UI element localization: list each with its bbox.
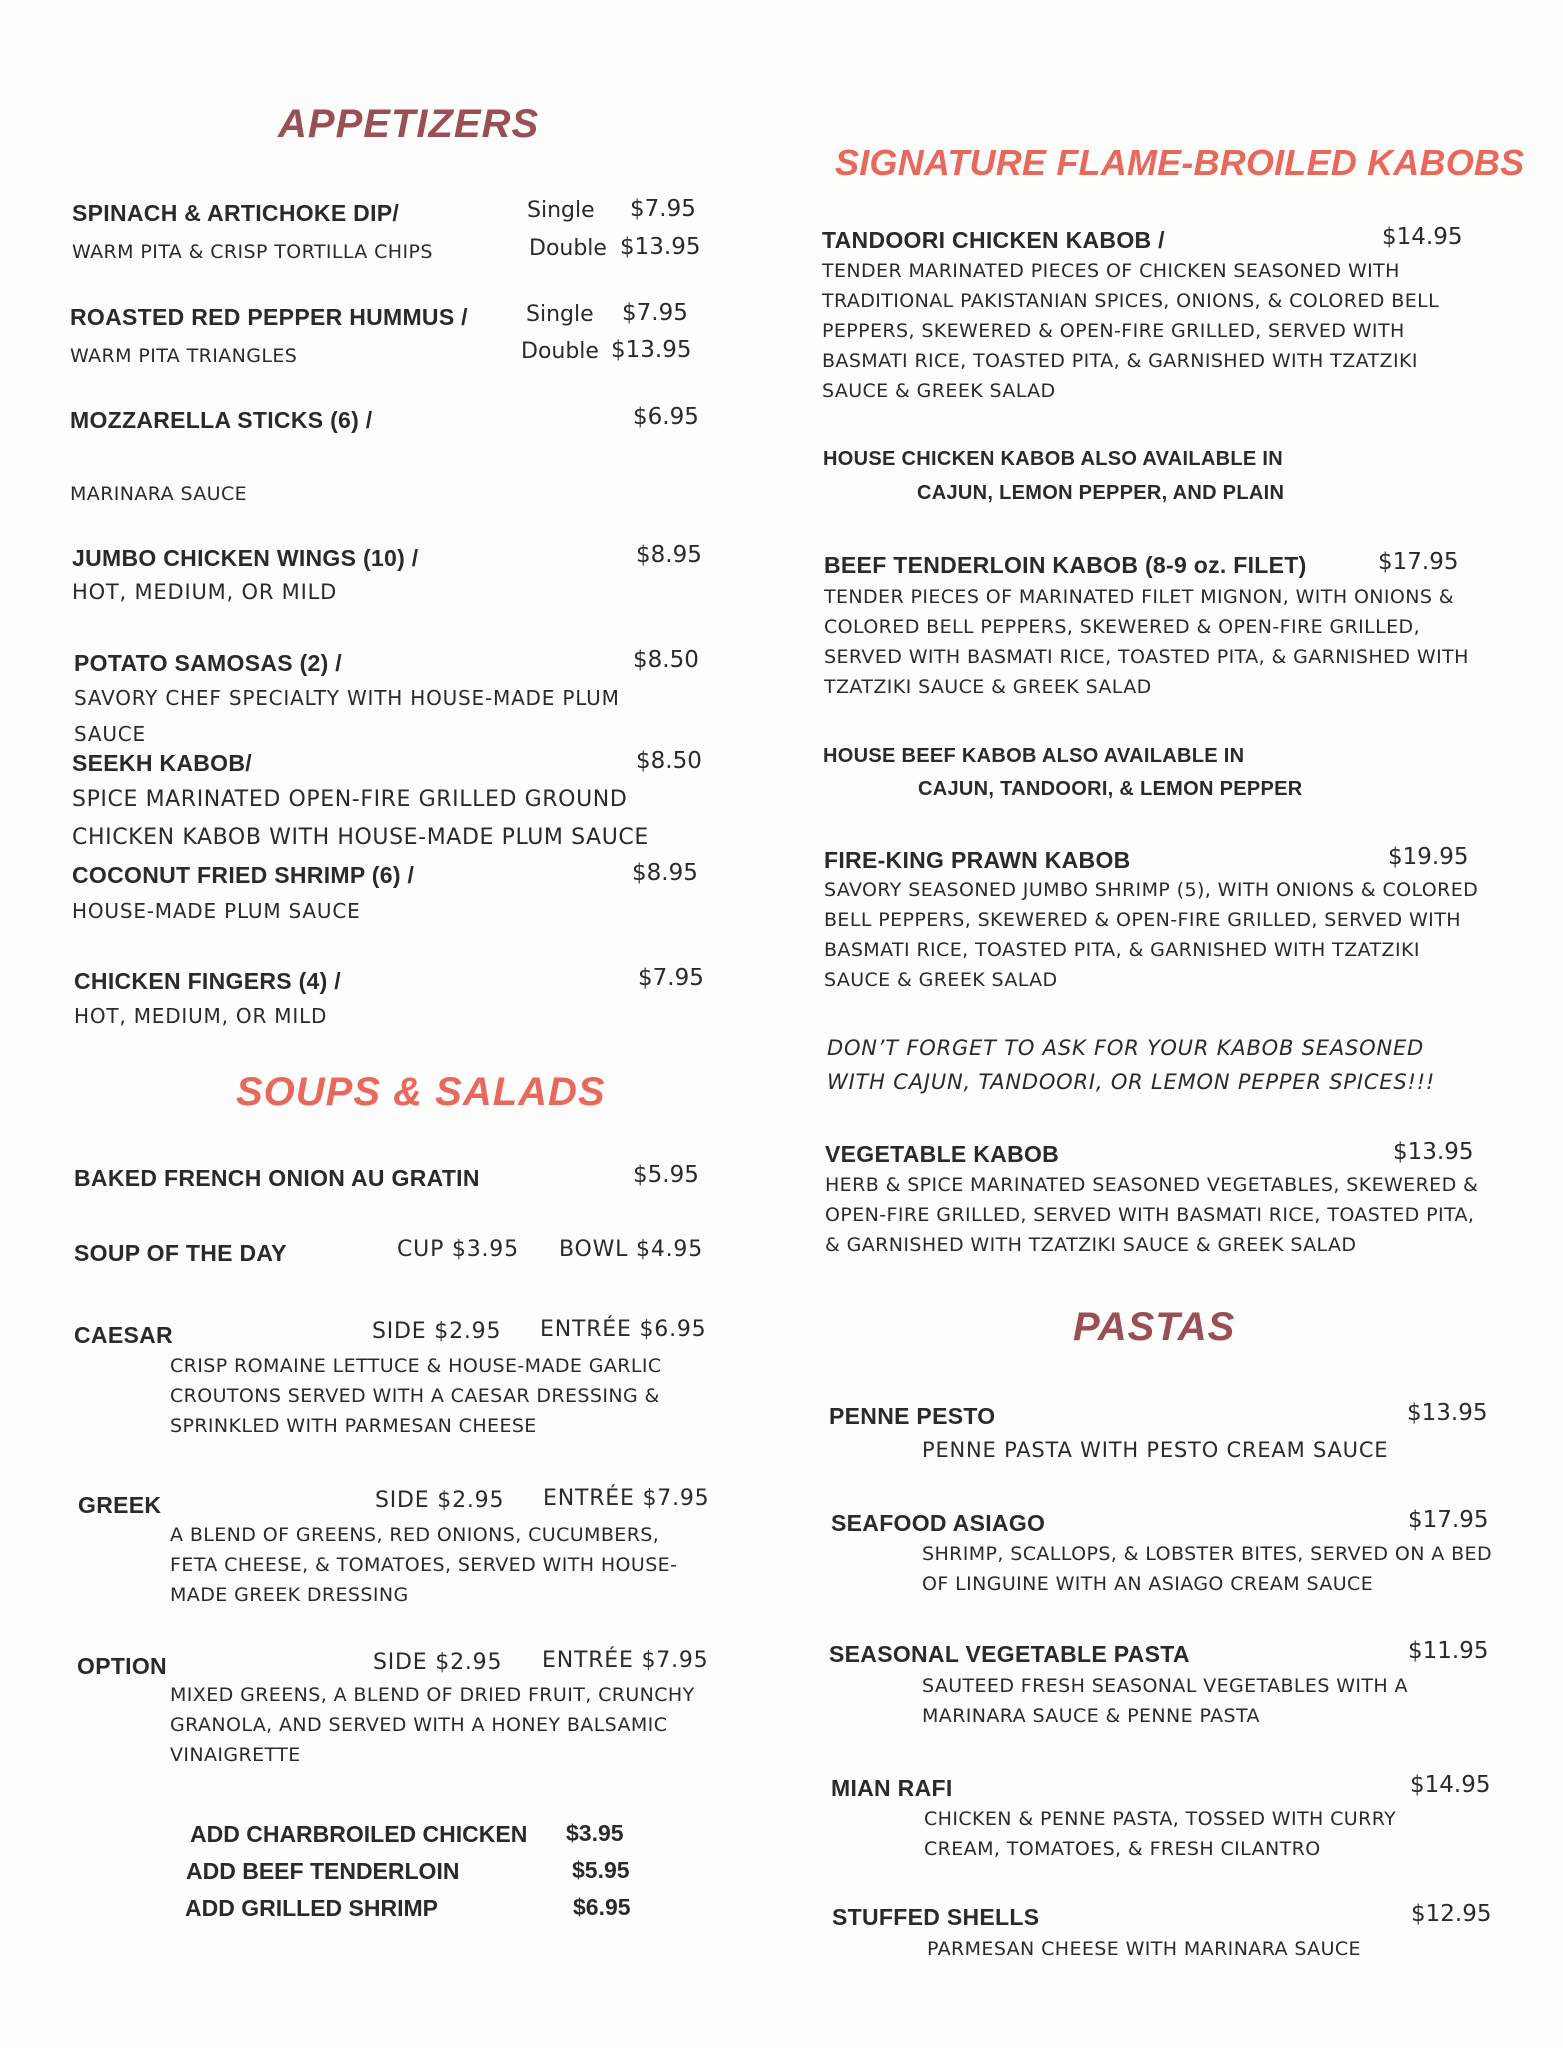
cup-price: CUP $3.95 <box>397 1237 519 1262</box>
addon-price: $6.95 <box>573 1894 631 1920</box>
menu-item-description: CRISP ROMAINE LETTUCE & HOUSE-MADE GARLIC CROUTONS SERVED WITH A CAESAR DRESSING & SPRINKLED WITH PARMESAN CHEESE <box>170 1355 662 1437</box>
menu-item-price: $6.95 <box>633 404 699 430</box>
menu-item-description: SHRIMP, SCALLOPS, & LOBSTER BITES, SERVED ON A BED OF LINGUINE WITH AN ASIAGO CREAM SAUCE <box>922 1543 1492 1595</box>
menu-item-description: SAVORY CHEF SPECIALTY WITH HOUSE-MADE PLUM SAUCE <box>74 686 620 746</box>
menu-item-name: BEEF TENDERLOIN KABOB (8-9 oz. FILET) <box>824 552 1307 578</box>
menu-item-name: BAKED FRENCH ONION AU GRATIN <box>74 1165 480 1191</box>
menu-item-description: SAUTEED FRESH SEASONAL VEGETABLES WITH A MARINARA SAUCE & PENNE PASTA <box>922 1675 1408 1727</box>
addon-price: $5.95 <box>572 1857 630 1883</box>
availability-note: CAJUN, LEMON PEPPER, AND PLAIN <box>917 482 1285 504</box>
menu-item-name: SPINACH & ARTICHOKE DIP/ <box>72 200 400 226</box>
menu-item-name: TANDOORI CHICKEN KABOB / <box>822 227 1165 253</box>
availability-note: HOUSE BEEF KABOB ALSO AVAILABLE IN <box>823 745 1245 767</box>
availability-note: CAJUN, TANDOORI, & LEMON PEPPER <box>918 778 1303 800</box>
entree-price: ENTRÉE $6.95 <box>540 1317 707 1342</box>
soups-salads-heading: SOUPS & SALADS <box>236 1070 606 1114</box>
menu-item-name: CAESAR <box>74 1322 173 1348</box>
menu-item-price: $13.95 <box>611 337 692 363</box>
menu-item-name: MIAN RAFI <box>831 1775 953 1801</box>
addon-name: ADD GRILLED SHRIMP <box>185 1895 438 1921</box>
menu-item-name: SEASONAL VEGETABLE PASTA <box>829 1641 1190 1667</box>
menu-item-name: SEAFOOD ASIAGO <box>831 1510 1046 1536</box>
menu-item-description: HOUSE-MADE PLUM SAUCE <box>72 899 361 923</box>
menu-item-description: MARINARA SAUCE <box>70 483 248 505</box>
menu-item-price: $13.95 <box>1393 1139 1474 1165</box>
menu-item-description: PARMESAN CHEESE WITH MARINARA SAUCE <box>927 1938 1361 1960</box>
menu-item-name: VEGETABLE KABOB <box>825 1141 1060 1167</box>
menu-item-price: $5.95 <box>633 1162 699 1188</box>
menu-item-price: $13.95 <box>620 234 701 260</box>
side-price: SIDE $2.95 <box>373 1650 503 1675</box>
entree-price: ENTRÉE $7.95 <box>543 1486 710 1511</box>
menu-item-name: SOUP OF THE DAY <box>74 1240 287 1266</box>
menu-item-description: A BLEND OF GREENS, RED ONIONS, CUCUMBERS, FETA CHEESE, & TOMATOES, SERVED WITH HOUSE-MADE GREEK DRESSING <box>170 1524 678 1606</box>
menu-item-price: $11.95 <box>1408 1638 1489 1664</box>
menu-item-description: PENNE PASTA WITH PESTO CREAM SAUCE <box>922 1438 1389 1462</box>
menu-item-description: TENDER PIECES OF MARINATED FILET MIGNON, WITH ONIONS & COLORED BELL PEPPERS, SKEWERED & OPEN-FIRE GRILLED, SERVED WITH BASMATI RICE, TOASTED PITA, & GARNISHED WITH TZATZIKI SAUCE & GREEK SALAD <box>824 586 1469 698</box>
menu-item-price: $19.95 <box>1388 844 1469 870</box>
menu-item-price: $8.50 <box>636 748 702 774</box>
menu-item-price: $13.95 <box>1407 1400 1488 1426</box>
menu-item-description: HOT, MEDIUM, OR MILD <box>72 580 338 604</box>
size-label: Double <box>529 236 607 261</box>
menu-item-name: OPTION <box>77 1653 167 1679</box>
menu-item-name: GREEK <box>78 1492 162 1518</box>
menu-item-description: SAVORY SEASONED JUMBO SHRIMP (5), WITH ONIONS & COLORED BELL PEPPERS, SKEWERED & OPEN-FIRE GRILLED, SERVED WITH BASMATI RICE, TOASTED PITA, & GARNISHED WITH TZATZIKI SAUCE & GREEK SALAD <box>824 879 1479 991</box>
menu-item-description: HERB & SPICE MARINATED SEASONED VEGETABLES, SKEWERED & OPEN-FIRE GRILLED, SERVED WITH BASMATI RICE, TOASTED PITA, & GARNISHED WITH TZATZIKI SAUCE & GREEK SALAD <box>825 1174 1479 1256</box>
menu-item-price: $8.95 <box>632 860 698 886</box>
menu-item-price: $12.95 <box>1411 1901 1492 1927</box>
pastas-heading: PASTAS <box>1073 1305 1236 1349</box>
menu-item-price: $7.95 <box>630 196 696 222</box>
appetizers-heading: APPETIZERS <box>278 102 540 146</box>
menu-item-price: $17.95 <box>1378 549 1459 575</box>
menu-item-description: CHICKEN & PENNE PASTA, TOSSED WITH CURRY CREAM, TOMATOES, & FRESH CILANTRO <box>924 1808 1397 1860</box>
menu-item-description: WARM PITA TRIANGLES <box>70 345 298 367</box>
menu-item-name: ROASTED RED PEPPER HUMMUS / <box>70 304 468 330</box>
menu-item-price: $8.50 <box>633 647 699 673</box>
menu-item-name: POTATO SAMOSAS (2) / <box>74 650 342 676</box>
size-label: Double <box>521 339 599 364</box>
size-label: Single <box>526 302 594 327</box>
side-price: SIDE $2.95 <box>372 1319 502 1344</box>
menu-item-name: SEEKH KABOB/ <box>72 750 252 776</box>
menu-item-name: PENNE PESTO <box>829 1403 996 1429</box>
addon-name: ADD CHARBROILED CHICKEN <box>190 1821 528 1847</box>
seasoning-reminder: DON’T FORGET TO ASK FOR YOUR KABOB SEASONED <box>827 1036 1425 1060</box>
menu-item-name: CHICKEN FINGERS (4) / <box>74 968 341 994</box>
menu-item-description: WARM PITA & CRISP TORTILLA CHIPS <box>72 241 433 263</box>
menu-item-price: $7.95 <box>638 965 704 991</box>
availability-note: HOUSE CHICKEN KABOB ALSO AVAILABLE IN <box>823 448 1283 470</box>
bowl-price: BOWL $4.95 <box>559 1237 704 1262</box>
side-price: SIDE $2.95 <box>375 1488 505 1513</box>
menu-item-price: $17.95 <box>1408 1507 1489 1533</box>
menu-item-name: FIRE-KING PRAWN KABOB <box>824 847 1131 873</box>
menu-item-name: JUMBO CHICKEN WINGS (10) / <box>72 545 419 571</box>
menu-item-description: TENDER MARINATED PIECES OF CHICKEN SEASONED WITH TRADITIONAL PAKISTANIAN SPICES, ONIONS, & COLORED BELL PEPPERS, SKEWERED & OPEN-FIRE GRILLED, SERVED WITH BASMATI RICE, TOASTED PITA, & GARNISHED WITH TZATZIKI SAUCE & GREEK SALAD <box>822 260 1440 402</box>
menu-item-name: COCONUT FRIED SHRIMP (6) / <box>72 862 415 888</box>
menu-item-price: $14.95 <box>1382 224 1463 250</box>
menu-item-name: STUFFED SHELLS <box>832 1904 1040 1930</box>
menu-item-price: $7.95 <box>622 300 688 326</box>
kabobs-heading: SIGNATURE FLAME-BROILED KABOBS <box>835 142 1525 183</box>
seasoning-reminder: WITH CAJUN, TANDOORI, OR LEMON PEPPER SPICES!!! <box>827 1070 1436 1094</box>
addon-price: $3.95 <box>566 1820 624 1846</box>
menu-item-name: MOZZARELLA STICKS (6) / <box>70 407 373 433</box>
menu-item-description: HOT, MEDIUM, OR MILD <box>74 1004 328 1028</box>
size-label: Single <box>527 198 595 223</box>
menu-item-price: $8.95 <box>636 542 702 568</box>
entree-price: ENTRÉE $7.95 <box>542 1648 709 1673</box>
addon-name: ADD BEEF TENDERLOIN <box>186 1858 460 1884</box>
menu-item-price: $14.95 <box>1410 1772 1491 1798</box>
menu-item-description: SPICE MARINATED OPEN-FIRE GRILLED GROUND CHICKEN KABOB WITH HOUSE-MADE PLUM SAUCE <box>72 787 649 850</box>
menu-item-description: MIXED GREENS, A BLEND OF DRIED FRUIT, CRUNCHY GRANOLA, AND SERVED WITH A HONEY BALSAMIC VINAIGRETTE <box>170 1684 695 1766</box>
